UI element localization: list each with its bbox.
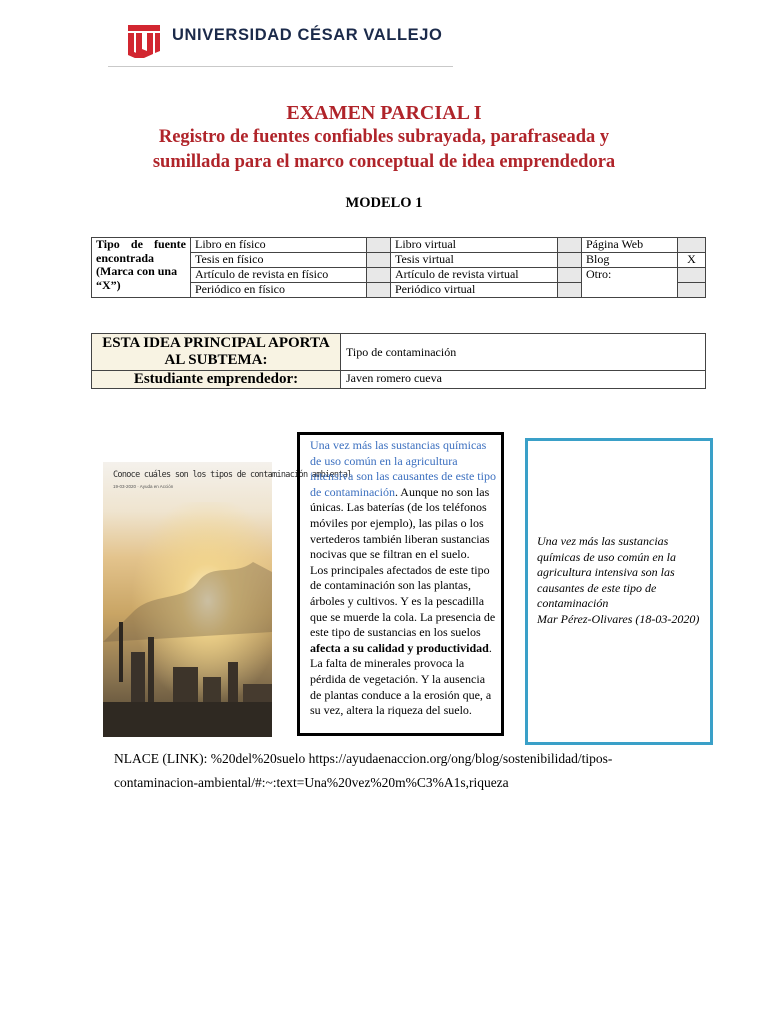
mark-cell[interactable] [678,268,706,283]
exam-title: EXAMEN PARCIAL I [286,102,482,124]
summary-citation: Mar Pérez-Olivares (18-03-2020) [537,611,700,626]
student-value: Javen romero cueva [341,371,706,389]
mark-cell[interactable] [558,268,582,283]
option-articulo-fisico: Artículo de revista en físico [191,268,367,283]
option-otro: Otro: [582,268,678,298]
mark-cell-selected[interactable]: X [678,253,706,268]
table-row [92,334,706,371]
label-line: “X”) [96,277,121,292]
source-type-table [91,237,706,298]
option-libro-fisico: Libro en físico [191,238,367,253]
principal-idea-value: Tipo de contaminación [341,334,706,371]
header-divider [108,66,453,67]
paraphrase-text-part: Los principales afectados de este tipo de contaminación son las plantas, árboles y cultivos. Y es la pescadilla que se muerde la cola. La presencia de este tipo de sustancias en los suelos [310,562,496,640]
paraphrase-bold-text: afecta a su calidad y productividad [310,640,489,655]
university-name: UNIVERSIDAD CÉSAR VALLEJO [172,26,443,44]
model-label: MODELO 1 [345,195,423,211]
mark-cell[interactable] [367,238,391,253]
source-link-line-1[interactable]: NLACE (LINK): %20del%20suelo https://ayudaenaccion.org/ong/blog/sostenibilidad/tipos- [114,751,613,766]
mark-cell[interactable] [558,283,582,298]
mark-cell[interactable] [678,238,706,253]
option-pagina-web: Página Web [582,238,678,253]
summary-quote: Una vez más las sustancias químicas de uso común en la agricultura intensiva son las causantes de este tipo de contaminación [537,534,676,611]
source-link-line-2[interactable]: contaminacion-ambiental/#:~:text=Una%20vez%20m%C3%A1s,riqueza [114,775,509,790]
idea-table [91,333,706,389]
student-label: Estudiante emprendedor: [92,371,341,389]
mark-cell[interactable] [558,238,582,253]
table-row [92,371,706,389]
option-tesis-fisico: Tesis en físico [191,253,367,268]
article-image [103,462,272,737]
option-blog: Blog [582,253,678,268]
paraphrase-text-part: . Aunque no son las únicas. Las baterías (de los teléfonos móviles por ejemplo), las pilas o los vertederos también liberan sustancias nocivas que se filtran en el suelo. [310,484,490,562]
option-tesis-virtual: Tesis virtual [391,253,558,268]
mark-cell[interactable] [367,253,391,268]
mark-cell[interactable] [367,283,391,298]
subtitle-line-2: sumillada para el marco conceptual de idea emprendedora [152,152,616,172]
option-periodico-fisico: Periódico en físico [191,283,367,298]
mark-cell[interactable] [558,253,582,268]
option-libro-virtual: Libro virtual [391,238,558,253]
mark-cell[interactable] [367,268,391,283]
subtitle-line-1: Registro de fuentes confiables subrayada, parafraseada y [158,127,610,147]
image-caption: Conoce cuáles son los tipos de contaminación ambiental [113,470,352,480]
summary-text [537,534,705,628]
label-line: (Marca con una [96,264,178,278]
label-line: encontrada [96,250,154,265]
option-articulo-virtual: Artículo de revista virtual [391,268,558,283]
paraphrase-text-part: . La falta de minerales provoca la pérdida de vegetación. Y la ausencia de plantas conduce a la erosión que, a su vez, altera la riqueza del suelo. [310,640,492,718]
principal-idea-label: ESTA IDEA PRINCIPAL APORTA AL SUBTEMA: [92,334,341,371]
mark-cell[interactable] [678,283,706,298]
paraphrase-text [310,438,498,719]
label-line: Tipo de fuente [96,237,186,251]
underlined-source-text: Una vez más las sustancias químicas de uso común en la agricultura intensiva son las causantes de este tipo de contaminación [310,438,496,499]
table-row [92,238,706,253]
source-type-label [92,238,191,298]
university-logo [126,22,162,58]
image-small-text: 19-03-2020 · Ayuda en Acción [113,484,174,489]
option-periodico-virtual: Periódico virtual [391,283,558,298]
